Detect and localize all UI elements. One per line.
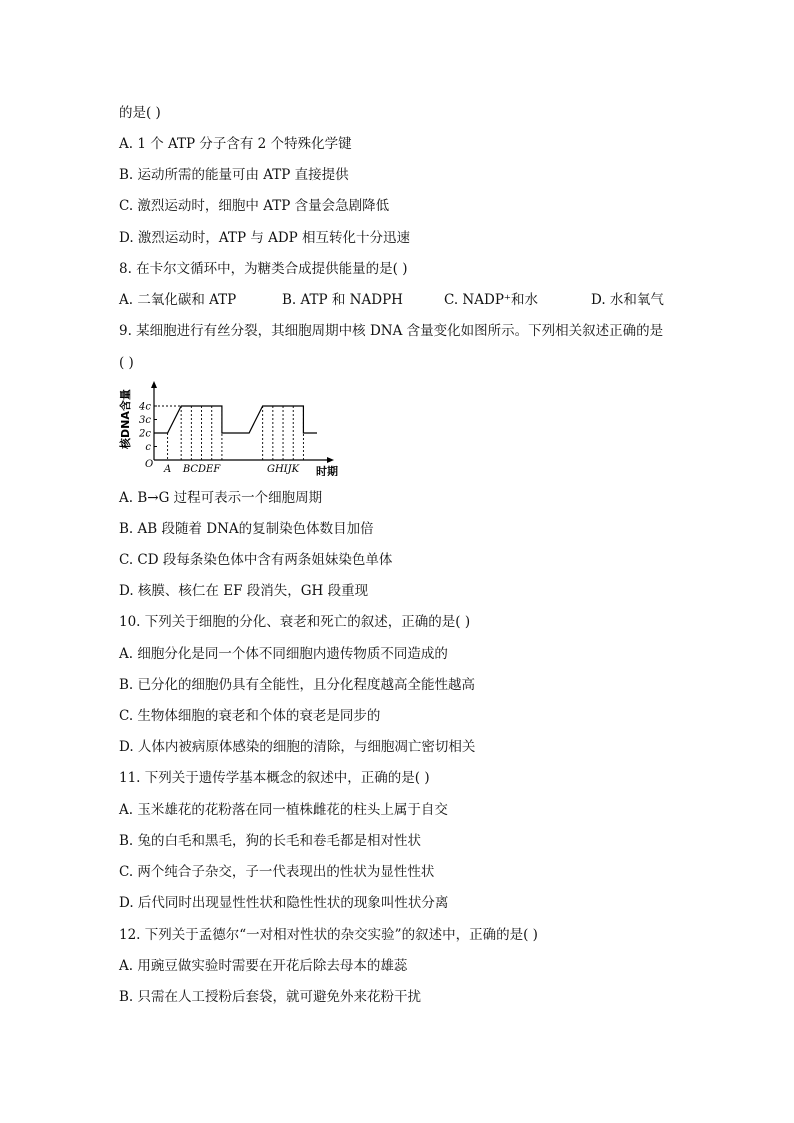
origin-label: O: [145, 459, 154, 470]
x-axis-arrow: [327, 457, 334, 463]
q8-option-b: B. ATP 和 NADPH: [282, 292, 403, 308]
q11-option-b: B. 兔的白毛和黑毛，狗的长毛和卷毛都是相对性状: [119, 833, 422, 849]
q10-stem: 10. 下列关于细胞的分化、衰老和死亡的叙述，正确的是( ): [119, 614, 471, 630]
q7-option-d: D. 激烈运动时，ATP 与 ADP 相互转化十分迅速: [119, 230, 411, 246]
y-tick-label: 2c: [139, 428, 151, 440]
y-tick-label: 3c: [139, 415, 151, 426]
q9-stem-cont: ( ): [119, 355, 134, 371]
y-tick-label: c: [145, 442, 151, 453]
q8-option-c: C. NADP⁺和水: [444, 292, 539, 308]
q10-option-b: B. 已分化的细胞仍具有全能性，且分化程度越高全能性越高: [119, 677, 476, 693]
x-tick-label: A: [163, 464, 172, 475]
q11-option-c: C. 两个纯合子杂交，子一代表现出的性状为显性性状: [119, 864, 435, 880]
q9-option-c: C. CD 段每条染色体中含有两条姐妹染色单体: [119, 552, 393, 568]
q12-option-a: A. 用豌豆做实验时需要在开花后除去母本的雄蕊: [119, 958, 408, 974]
q10-option-a: A. 细胞分化是同一个体不同细胞内遗传物质不同造成的: [119, 646, 448, 662]
q10-option-d: D. 人体内被病原体感染的细胞的清除，与细胞凋亡密切相关: [119, 739, 476, 755]
x-tick-label: BCDEF: [182, 464, 221, 475]
dna-content-chart: [117, 380, 347, 476]
q7-option-a: A. 1 个 ATP 分子含有 2 个特殊化学键: [119, 136, 352, 152]
q11-option-d: D. 后代同时出现显性性状和隐性性状的现象叫性状分离: [119, 895, 449, 911]
q8-option-d: D. 水和氧气: [591, 292, 664, 308]
y-tick-label: 4c: [139, 401, 151, 413]
q8-stem: 8. 在卡尔文循环中，为糖类合成提供能量的是( ): [119, 261, 408, 277]
q7-option-c: C. 激烈运动时，细胞中 ATP 含量会急剧降低: [119, 198, 390, 214]
q9-option-b: B. AB 段随着 DNA的复制染色体数目加倍: [119, 521, 374, 537]
q11-stem: 11. 下列关于遗传学基本概念的叙述中，正确的是( ): [119, 770, 430, 786]
x-axis-label: 时期: [316, 465, 338, 476]
q9-option-a: A. B→G 过程可表示一个细胞周期: [119, 490, 323, 506]
q9-stem: 9. 某细胞进行有丝分裂，其细胞周期中核 DNA 含量变化如图所示。下列相关叙述正确的是: [119, 323, 664, 339]
q10-option-c: C. 生物体细胞的衰老和个体的衰老是同步的: [119, 708, 381, 724]
q7-option-b: B. 运动所需的能量可由 ATP 直接提供: [119, 167, 349, 183]
x-tick-label: GHIJK: [266, 464, 300, 475]
q7-stem-tail: 的是( ): [119, 105, 161, 121]
series-line: [154, 406, 317, 433]
q11-option-a: A. 玉米雄花的花粉落在同一植株雌花的柱头上属于自交: [119, 802, 448, 818]
q8-option-a: A. 二氧化碳和 ATP: [119, 292, 237, 308]
q12-option-b: B. 只需在人工授粉后套袋，就可避免外来花粉干扰: [119, 989, 422, 1005]
q9-option-d: D. 核膜、核仁在 EF 段消失，GH 段重现: [119, 583, 369, 599]
y-axis-label: 核DNA含量: [119, 389, 132, 449]
q12-stem: 12. 下列关于孟德尔“一对相对性状的杂交实验”的叙述中，正确的是( ): [119, 927, 538, 943]
y-axis-arrow: [151, 381, 157, 388]
